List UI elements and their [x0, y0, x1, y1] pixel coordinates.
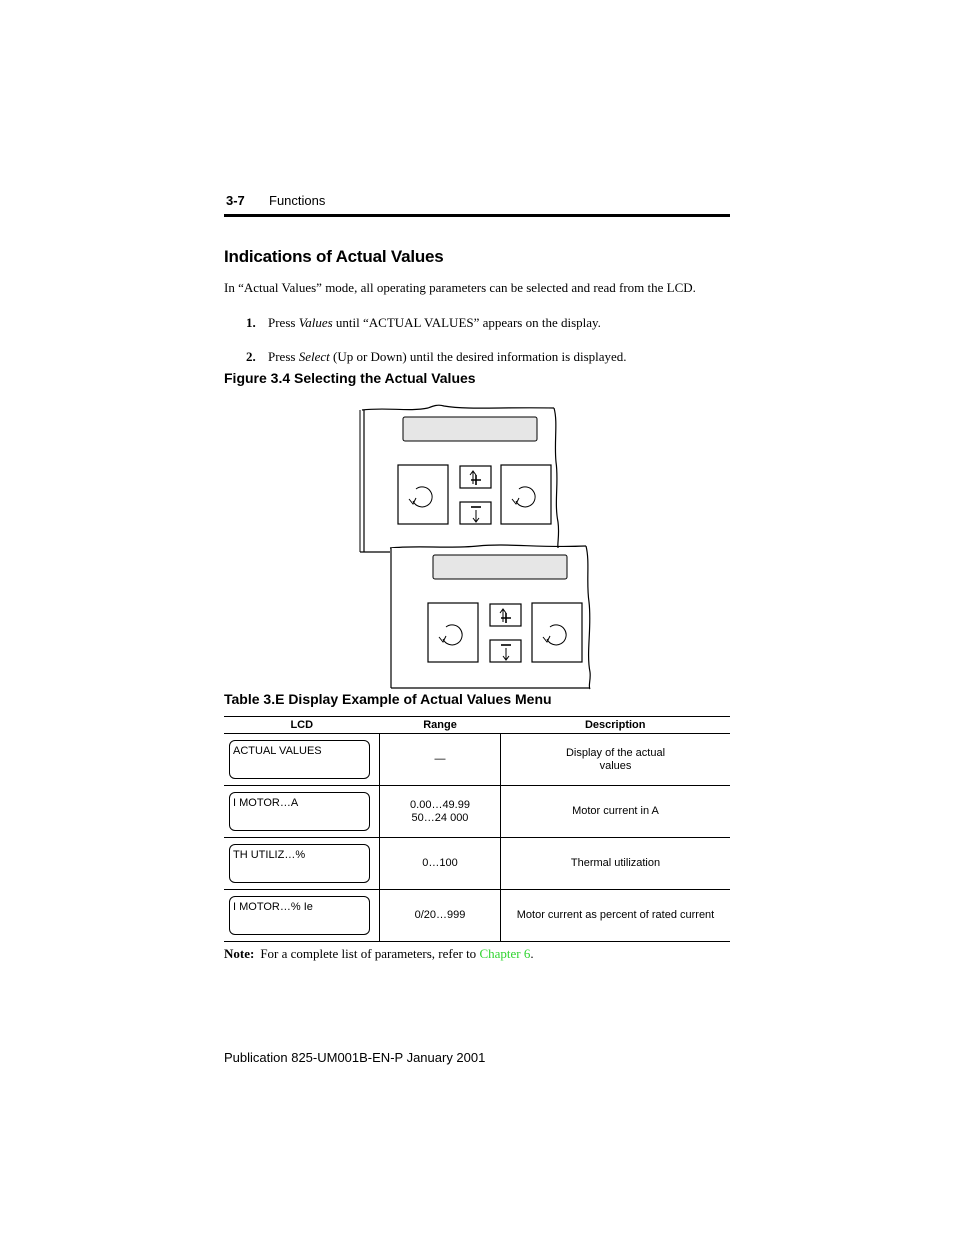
range-cell: —	[434, 753, 446, 765]
note-label: Note:	[224, 946, 255, 961]
section-title: Indications of Actual Values	[224, 247, 444, 266]
range-cell: 0.00…49.99 50…24 000	[410, 798, 470, 824]
description-cell: Motor current as percent of rated current	[516, 909, 715, 921]
publication-footer: Publication 825-UM001B-EN-P January 2001	[224, 1050, 486, 1065]
step-text: Press	[268, 315, 299, 330]
step-number: 2.	[246, 349, 256, 364]
chapter-6-link[interactable]: Chapter 6	[479, 946, 531, 961]
description-cell: Display of the actual values	[565, 746, 666, 772]
running-header: Functions	[269, 193, 326, 208]
step-text: until “ACTUAL VALUES” appears on the display.	[332, 315, 601, 330]
intro-paragraph: In “Actual Values” mode, all operating parameters can be selected and read from the LCD.	[224, 280, 696, 295]
figure-caption: Figure 3.4 Selecting the Actual Values	[224, 370, 476, 386]
note-end: .	[530, 946, 534, 961]
step-text: Press	[268, 349, 299, 364]
values-key	[532, 603, 582, 662]
column-header-lcd: LCD	[224, 717, 380, 734]
key-name: Values	[298, 315, 333, 330]
note	[224, 946, 534, 962]
table-caption: Table 3.E Display Example of Actual Values Menu	[224, 691, 552, 707]
lcd-display	[403, 417, 537, 441]
table-row	[224, 890, 730, 942]
note-text: For a complete list of parameters, refer to	[260, 946, 480, 961]
values-key	[501, 465, 551, 524]
step-text: (Up or Down) until the desired information is displayed.	[329, 349, 627, 364]
step-2	[246, 349, 627, 365]
description-cell: Thermal utilization	[570, 857, 661, 869]
header-rule	[224, 214, 730, 217]
key-name: Select	[298, 349, 330, 364]
keypad-panel-top	[360, 405, 559, 552]
range-cell: 0…100	[422, 857, 458, 869]
keypad-figure	[358, 402, 598, 692]
select-key	[398, 465, 448, 524]
lcd-text-box: TH UTILIZ…%	[229, 844, 370, 883]
step-number: 1.	[246, 315, 256, 330]
range-cell: 0/20…999	[414, 909, 466, 921]
actual-values-table	[224, 716, 730, 942]
table-header-row	[224, 717, 730, 734]
table-row	[224, 734, 730, 786]
column-header-range: Range	[380, 717, 501, 734]
keypad-panel-bottom	[390, 545, 590, 689]
column-header-description: Description	[501, 717, 731, 734]
description-cell: Motor current in A	[572, 805, 659, 817]
step-1	[246, 315, 601, 331]
lcd-text-box: I MOTOR…% Ie	[229, 896, 370, 935]
lcd-text-box: ACTUAL VALUES	[229, 740, 370, 779]
lcd-display	[433, 555, 567, 579]
table-row	[224, 786, 730, 838]
table-row	[224, 838, 730, 890]
lcd-text-box: I MOTOR…A	[229, 792, 370, 831]
select-key	[428, 603, 478, 662]
page-number: 3-7	[226, 193, 245, 208]
